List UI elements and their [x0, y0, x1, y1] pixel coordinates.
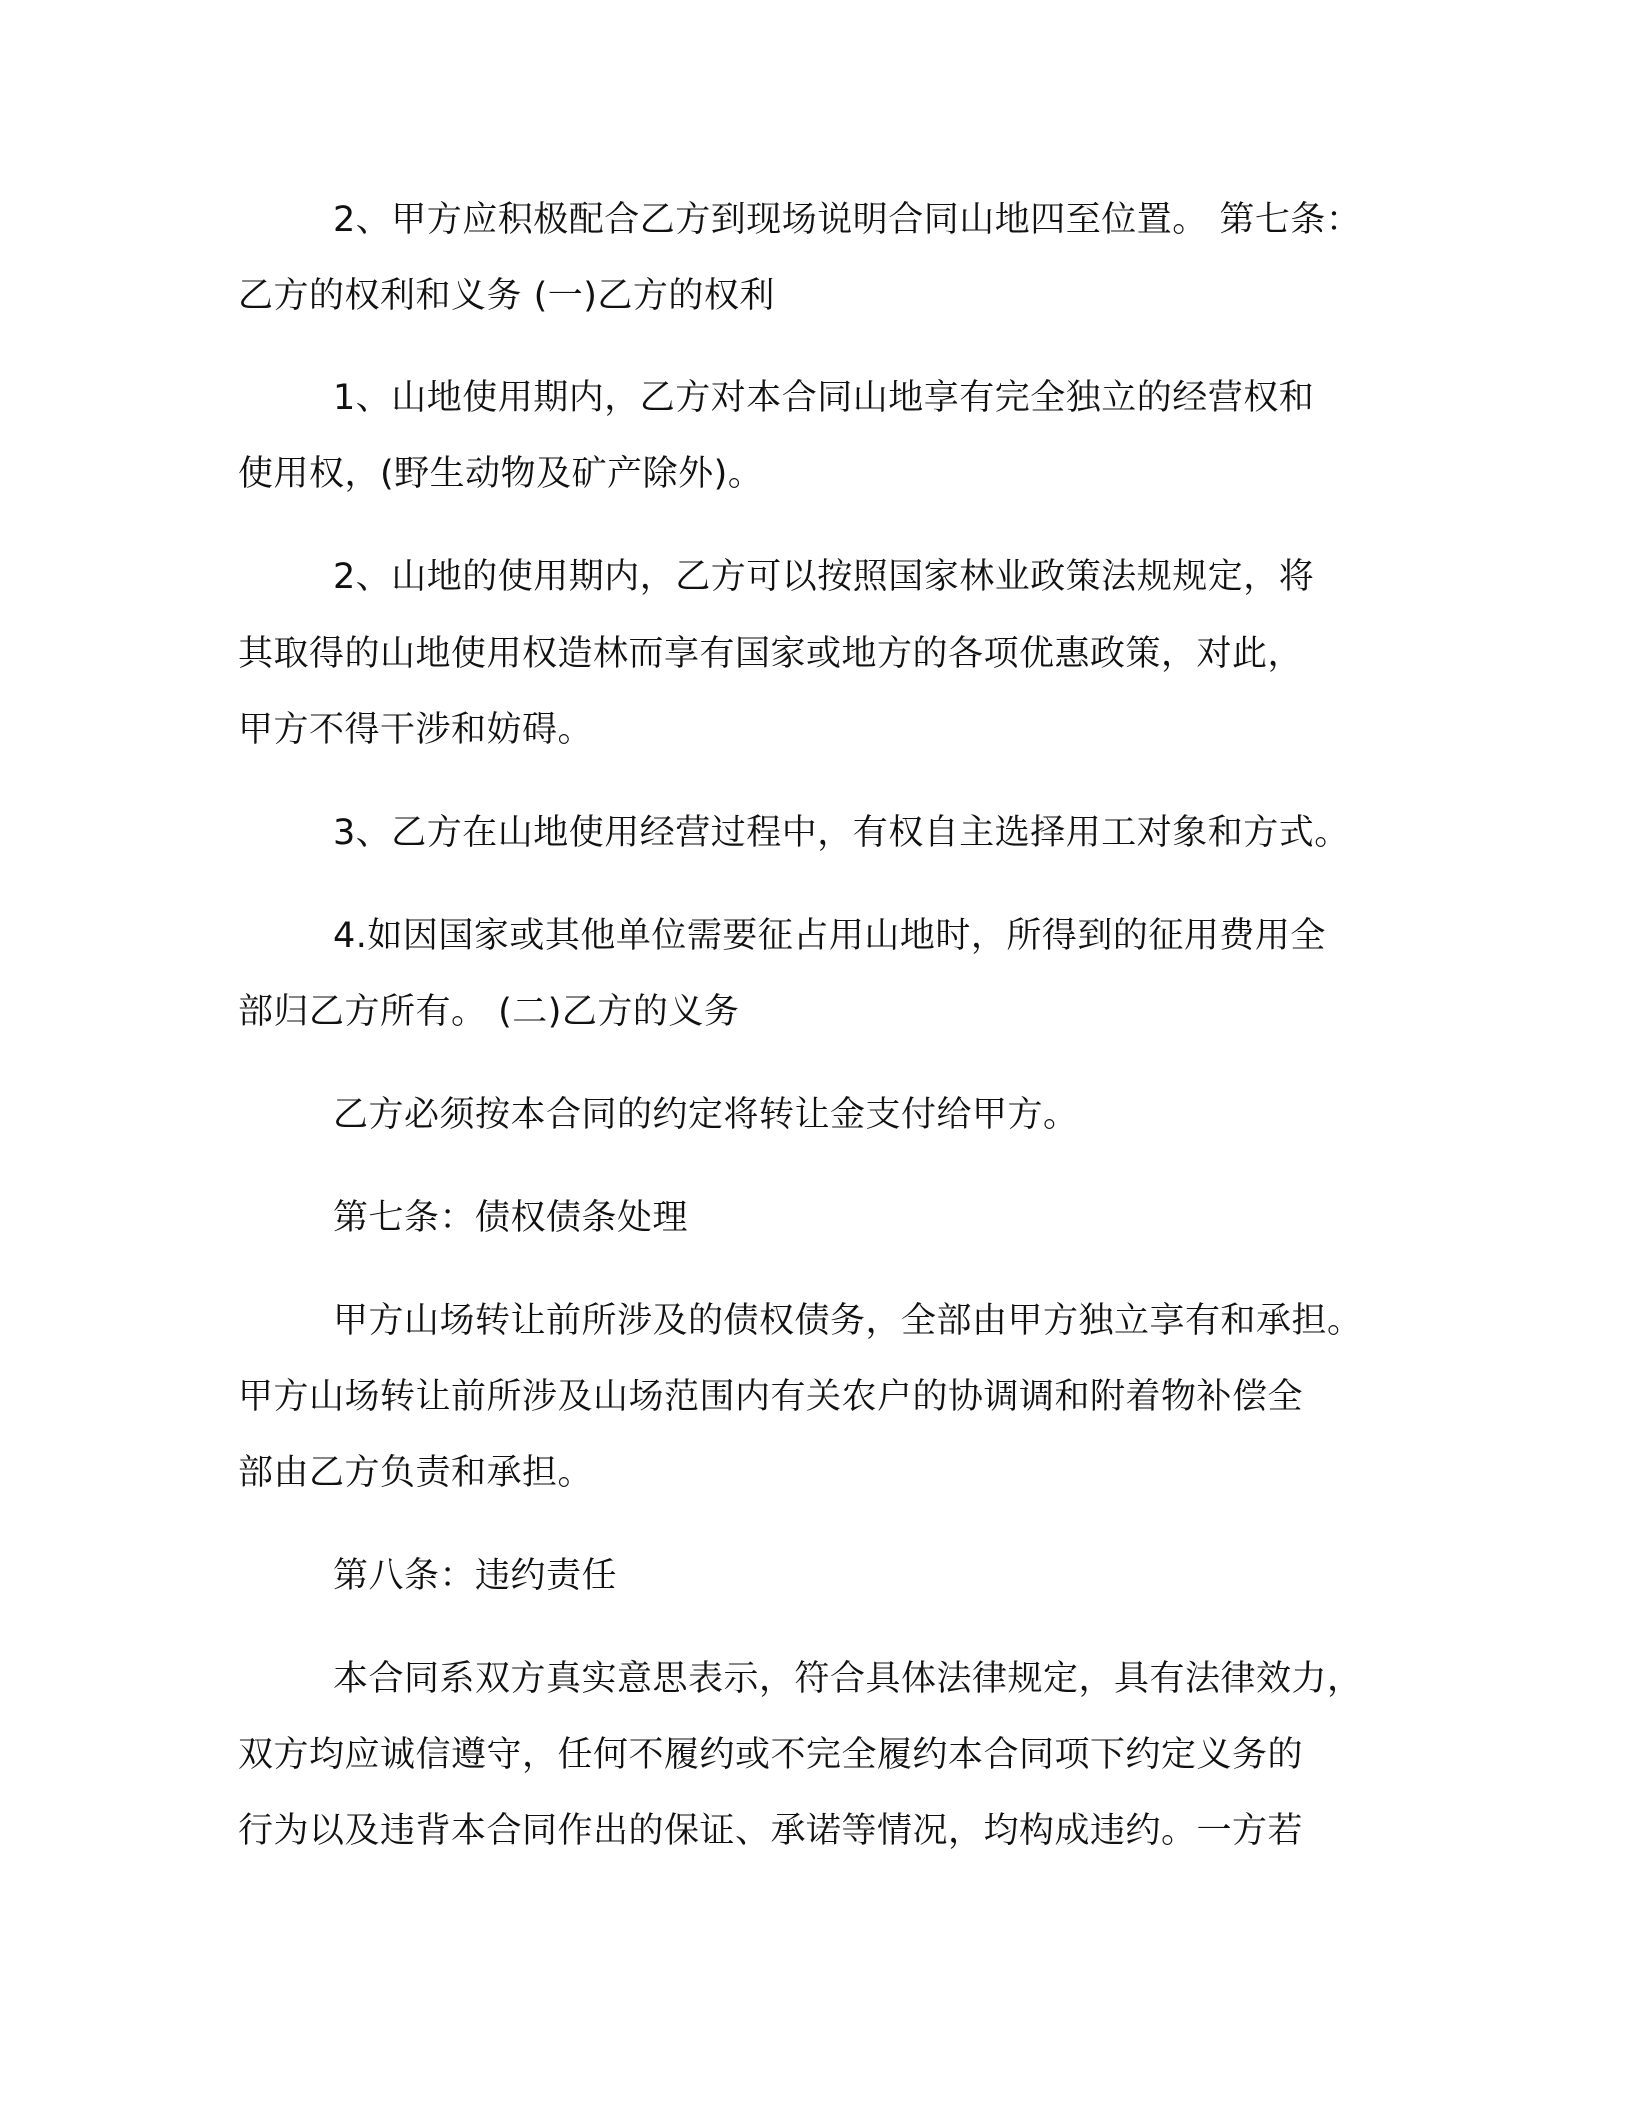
text-line: 第八条：违约责任 — [333, 1556, 618, 1596]
text-line: 乙方的权利和义务 (一)乙方的权利 — [238, 276, 775, 316]
text-line: 本合同系双方真实意思表示，符合具体法律规定，具有法律效力， — [333, 1659, 1363, 1699]
text-line: 3、乙方在山地使用经营过程中，有权自主选择用工对象和方式。 — [333, 813, 1350, 853]
text-line: 甲方不得干涉和妨碍。 — [238, 710, 594, 750]
text-line: 甲方山场转让前所涉及山场范围内有关农户的协调调和附着物补偿全 — [238, 1377, 1304, 1417]
text-line: 部归乙方所有。 (二)乙方的义务 — [238, 992, 740, 1032]
text-line: 双方均应诚信遵守，任何不履约或不完全履约本合同项下约定义务的 — [238, 1735, 1304, 1775]
text-line: 行为以及违背本合同作出的保证、承诺等情况，均构成违约。一方若 — [238, 1811, 1304, 1851]
text-line: 2、山地的使用期内，乙方可以按照国家林业政策法规规定，将 — [333, 557, 1315, 597]
text-line: 第七条：债权债条处理 — [333, 1198, 689, 1238]
text-line: 2、甲方应积极配合乙方到现场说明合同山地四至位置。 第七条： — [333, 200, 1362, 240]
text-line: 4.如因国家或其他单位需要征占用山地时，所得到的征用费用全 — [333, 916, 1326, 956]
text-line: 使用权，(野生动物及矿产除外)。 — [238, 454, 764, 494]
text-line: 其取得的山地使用权造林而享有国家或地方的各项优惠政策，对此， — [238, 634, 1304, 674]
text-line: 部由乙方负责和承担。 — [238, 1453, 594, 1493]
text-line: 甲方山场转让前所涉及的债权债务，全部由甲方独立享有和承担。 — [333, 1301, 1363, 1341]
text-line: 1、山地使用期内，乙方对本合同山地享有完全独立的经营权和 — [333, 378, 1315, 418]
text-line: 乙方必须按本合同的约定将转让金支付给甲方。 — [333, 1095, 1079, 1135]
